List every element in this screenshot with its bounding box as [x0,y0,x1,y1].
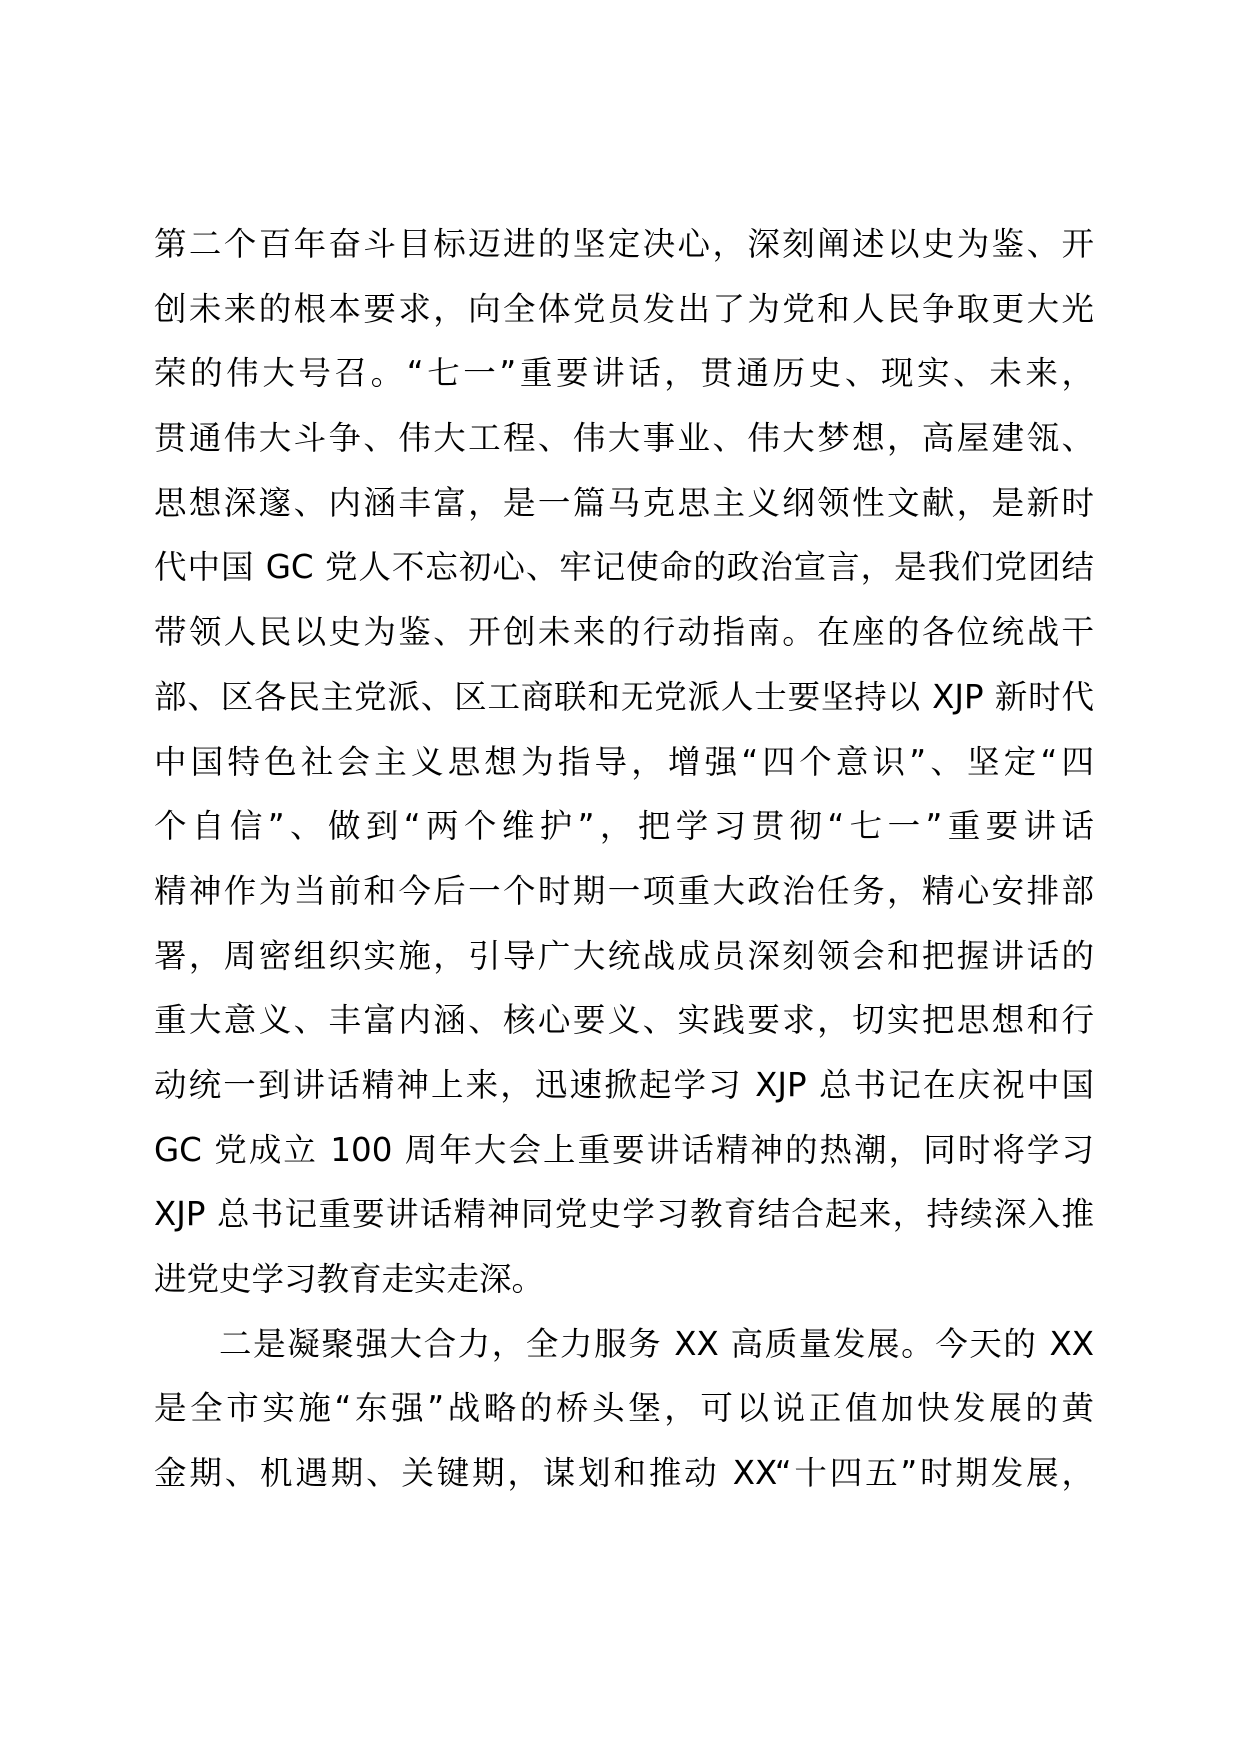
text-line: 代中国 GC 党人不忘初心、牢记使命的政治宣言，是我们党团结 [154,548,1094,587]
text-line: 金期、机遇期、关键期，谋划和推动 XX“十四五”时期发展， [154,1454,1094,1493]
text-line: XJP 总书记重要讲话精神同党史学习教育结合起来，持续深入推 [154,1195,1094,1234]
text-line: 思想深邃、内涵丰富，是一篇马克思主义纲领性文献，是新时 [154,483,1094,522]
body-text [154,212,1094,1506]
text-line: 个自信”、做到“两个维护”，把学习贯彻“七一”重要讲话 [154,807,1094,846]
text-line: 署，周密组织实施，引导广大统战成员深刻领会和把握讲话的 [154,936,1094,975]
text-line: 精神作为当前和今后一个时期一项重大政治任务，精心安排部 [154,871,1094,910]
text-line: 贯通伟大斗争、伟大工程、伟大事业、伟大梦想，高屋建瓴、 [154,419,1094,458]
text-line: 动统一到讲话精神上来，迅速掀起学习 XJP 总书记在庆祝中国 [154,1065,1094,1104]
text-line: 荣的伟大号召。“七一”重要讲话，贯通历史、现实、未来， [154,354,1094,393]
text-line: 带领人民以史为鉴、开创未来的行动指南。在座的各位统战干 [154,613,1094,652]
text-line: GC 党成立 100 周年大会上重要讲话精神的热潮，同时将学习 [154,1130,1094,1169]
paragraph-end-line: 进党史学习教育走实走深。 [154,1260,545,1298]
text-line: 重大意义、丰富内涵、核心要义、实践要求，切实把思想和行 [154,1001,1094,1040]
text-line: 第二个百年奋斗目标迈进的坚定决心，深刻阐述以史为鉴、开 [154,225,1094,263]
text-line: 部、区各民主党派、区工商联和无党派人士要坚持以 XJP 新时代 [154,677,1094,716]
text-line: 中国特色社会主义思想为指导，增强“四个意识”、坚定“四 [154,742,1094,781]
paragraph-first-line: 二是凝聚强大合力，全力服务 XX 高质量发展。今天的 XX [219,1324,1094,1363]
text-line: 是全市实施“东强”战略的桥头堡，可以说正值加快发展的黄 [154,1389,1094,1428]
text-line: 创未来的根本要求，向全体党员发出了为党和人民争取更大光 [154,289,1094,328]
